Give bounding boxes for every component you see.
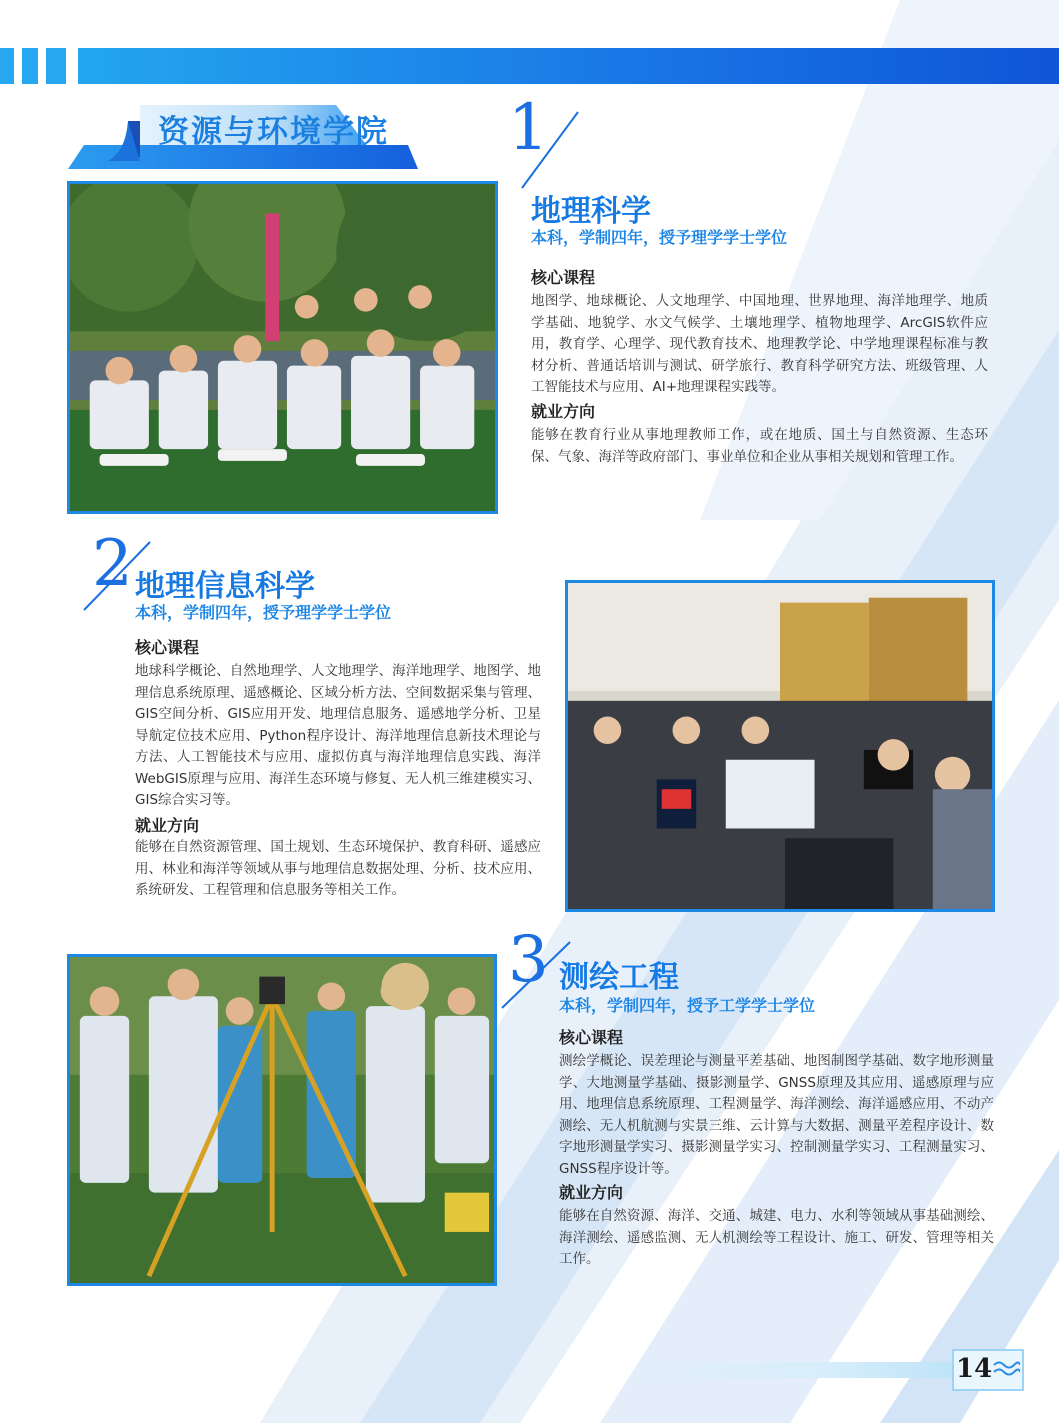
major-number: 2 xyxy=(92,527,133,601)
core-courses-heading: 核心课程 xyxy=(531,268,596,287)
career-heading: 就业方向 xyxy=(135,816,200,835)
wave-icon xyxy=(992,1358,1020,1380)
major-subtitle: 本科，学制四年，授予理学学士学位 xyxy=(531,228,788,247)
career-text: 能够在自然资源管理、国土规划、生态环境保护、教育科研、遥感应用、林业和海洋等领域从事与地理信息数据处理、分析、技术应用、系统研发、工程管理和信息服务等相关工作。 xyxy=(135,839,541,898)
college-title: 资源与环境学院 xyxy=(158,114,389,150)
banner-block xyxy=(22,48,38,84)
career-text: 能够在教育行业从事地理教师工作，或在地质、国土与自然资源、生态环保、气象、海洋等政府部门、事业单位和企业从事相关规划和管理工作。 xyxy=(531,427,988,465)
core-courses-text: 地球科学概论、自然地理学、人文地理学、海洋地理学、地图学、地理信息系统原理、遥感概论、区域分析方法、空间数据采集与管理、GIS空间分析、GIS应用开发、地理信息服务、遥感地学分析、卫星导航定位技术应用、Python程序设计、海洋地理信息新技术理论与方法、人工智能技术与应用、虚拟仿真与海洋地理信息实践、海洋WebGIS原理与应用、海洋生态环境与修复、无人机三维建模实习、GIS综合实习等。 xyxy=(135,663,541,808)
major-title: 测绘工程 xyxy=(559,960,679,995)
major-subtitle: 本科，学制四年，授予工学学士学位 xyxy=(559,996,816,1015)
number-slash xyxy=(520,110,580,190)
page-number: 14 xyxy=(956,1354,993,1384)
major-title: 地理科学 xyxy=(531,194,651,229)
footer-bar xyxy=(640,1362,952,1378)
core-courses-heading: 核心课程 xyxy=(559,1028,624,1047)
major-title: 地理信息科学 xyxy=(135,569,315,604)
career-heading: 就业方向 xyxy=(559,1183,624,1202)
major-number: 1 xyxy=(508,91,549,165)
major-number: 3 xyxy=(508,923,549,997)
major-subtitle: 本科，学制四年，授予理学学士学位 xyxy=(135,603,392,622)
top-banner xyxy=(0,48,1059,84)
core-courses-heading: 核心课程 xyxy=(135,638,200,657)
banner-gradient xyxy=(78,48,1059,84)
computer-lab-photo xyxy=(565,580,995,912)
core-courses-text: 地图学、地球概论、人文地理学、中国地理、世界地理、海洋地理学、地质学基础、地貌学、水文气候学、土壤地理学、植物地理学、ArcGIS软件应用，教育学、心理学、现代教育技术、地理教学论、中学地理课程标准与教材分析、普通话培训与测试、研学旅行、教育科学研究方法、班级管理、人工智能技术与应用、AI+地理课程实践等。 xyxy=(531,293,988,395)
career-text: 能够在自然资源、海洋、交通、城建、电力、水利等领域从事基础测绘、海洋测绘、遥感监测、无人机测绘等工程设计、施工、研发、管理等相关工作。 xyxy=(559,1208,994,1267)
core-courses-text: 测绘学概论、误差理论与测量平差基础、地图制图学基础、数字地形测量学、大地测量学基础、摄影测量学、GNSS原理及其应用、遥感原理与应用、地理信息系统原理、工程测量学、海洋测绘、海洋遥感应用、不动产测绘、无人机航测与实景三维、云计算与大数据、测量平差程序设计、数字地形测量学实习、摄影测量学实习、控制测量学实习、工程测量实习、GNSS程序设计等。 xyxy=(559,1053,994,1177)
students-field-photo xyxy=(67,181,498,514)
banner-block xyxy=(46,48,66,84)
banner-block xyxy=(0,48,14,84)
surveying-field-photo xyxy=(67,954,497,1286)
career-heading: 就业方向 xyxy=(531,402,596,421)
